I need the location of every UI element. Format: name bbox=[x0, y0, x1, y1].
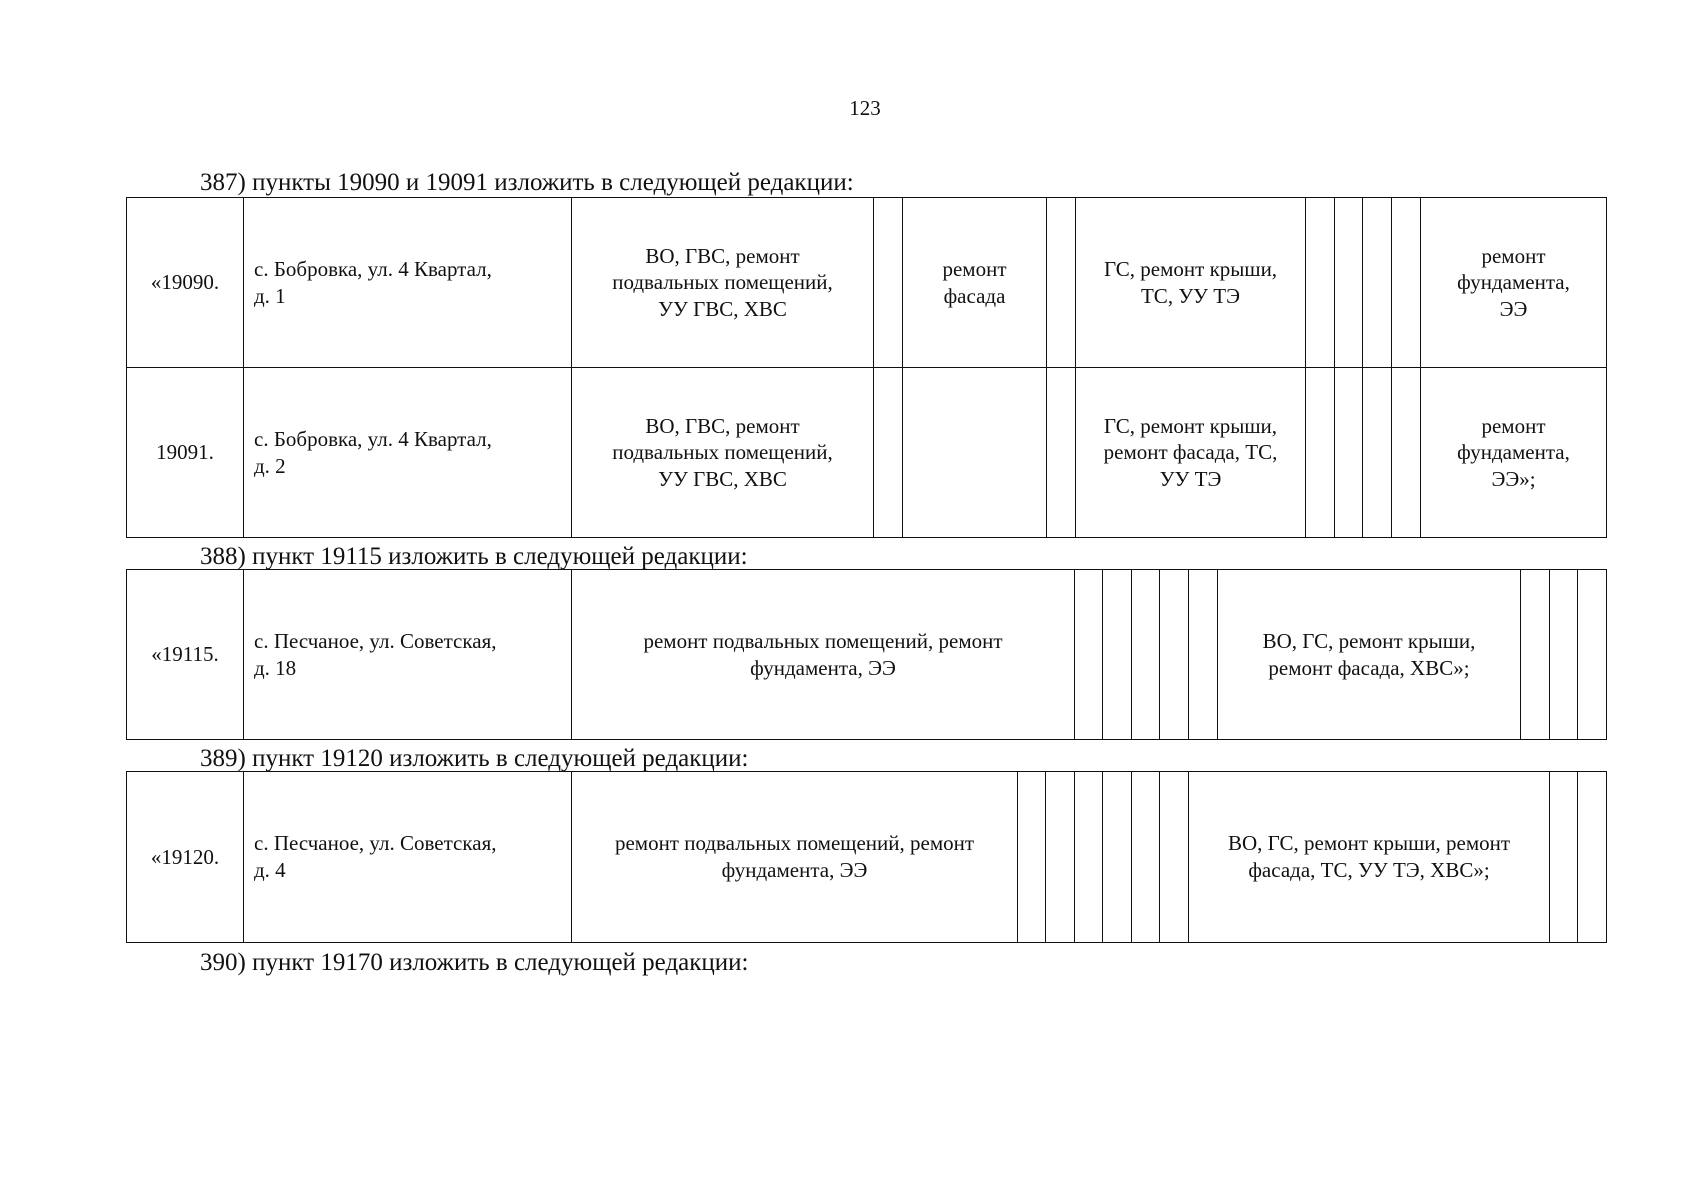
works-cell bbox=[1421, 198, 1607, 368]
empty-cell bbox=[1103, 570, 1132, 740]
works-line: ремонт подвальных помещений, ремонт bbox=[614, 831, 975, 856]
empty-cell bbox=[1392, 198, 1421, 368]
works-cell bbox=[572, 570, 1075, 740]
empty-cell bbox=[1160, 772, 1189, 943]
empty-cell bbox=[1550, 570, 1578, 740]
works-line: ГС, ремонт крыши, bbox=[1103, 257, 1278, 281]
empty-cell bbox=[1160, 570, 1189, 740]
works-cell bbox=[572, 368, 874, 538]
works-line: ЭЭ bbox=[1499, 296, 1528, 321]
row-number-cell bbox=[127, 198, 244, 368]
row-number: «19090. bbox=[150, 270, 220, 295]
row-number-cell bbox=[127, 772, 244, 943]
works-cell bbox=[572, 772, 1018, 943]
address-line: д. 18 bbox=[254, 655, 297, 680]
section-heading-390: 390) пункт 19170 изложить в следующей редакции: bbox=[200, 949, 749, 976]
empty-cell bbox=[1189, 570, 1218, 740]
table-387 bbox=[126, 197, 1607, 538]
address-line: д. 1 bbox=[254, 283, 286, 308]
works-cell bbox=[572, 198, 874, 368]
works-line: ТС, УУ ТЭ bbox=[1140, 283, 1240, 308]
empty-cell bbox=[1306, 198, 1335, 368]
works-line: УУ ГВС, ХВС bbox=[658, 466, 787, 491]
empty-cell bbox=[1132, 570, 1160, 740]
works-cell bbox=[1076, 198, 1306, 368]
works-line: ремонт фасада, ХВС»; bbox=[1268, 655, 1470, 680]
address-cell bbox=[244, 368, 572, 538]
works-line: фундамента, ЭЭ bbox=[750, 655, 896, 680]
works-line: ЭЭ»; bbox=[1491, 466, 1536, 491]
works-line: ВО, ГС, ремонт крыши, ремонт bbox=[1227, 831, 1511, 856]
works-cell bbox=[903, 198, 1047, 368]
empty-cell bbox=[1363, 198, 1392, 368]
address-line: с. Бобровка, ул. 4 Квартал, bbox=[254, 426, 492, 451]
empty-cell bbox=[1075, 570, 1103, 740]
address-cell bbox=[244, 772, 572, 943]
works-line: фундамента, ЭЭ bbox=[721, 858, 868, 882]
row-number: «19115. bbox=[151, 642, 219, 667]
empty-cell bbox=[874, 198, 903, 368]
empty-cell bbox=[1578, 570, 1607, 740]
works-cell bbox=[1218, 570, 1521, 740]
empty-cell bbox=[1306, 368, 1335, 538]
empty-cell bbox=[874, 368, 903, 538]
empty-cell bbox=[1132, 772, 1160, 943]
works-cell bbox=[1421, 368, 1607, 538]
works-line: ремонт bbox=[942, 257, 1007, 281]
works-line: ВО, ГВС, ремонт bbox=[645, 243, 800, 268]
table-389 bbox=[126, 771, 1607, 943]
works-cell bbox=[1076, 368, 1306, 538]
works-line: ВО, ГВС, ремонт bbox=[645, 413, 800, 438]
address-line: с. Песчаное, ул. Советская, bbox=[254, 628, 497, 653]
row-number-cell bbox=[127, 570, 244, 740]
row-number-cell bbox=[127, 368, 244, 538]
empty-cell bbox=[1047, 198, 1076, 368]
works-line: УУ ТЭ bbox=[1159, 466, 1222, 491]
works-line: УУ ГВС, ХВС bbox=[658, 296, 787, 321]
address-line: д. 4 bbox=[254, 858, 286, 882]
empty-cell bbox=[1521, 570, 1550, 740]
empty-cell bbox=[1075, 772, 1103, 943]
works-line: ремонт фасада, ТС, bbox=[1103, 440, 1278, 465]
page-number: 123 bbox=[849, 96, 881, 120]
address-line: с. Бобровка, ул. 4 Квартал, bbox=[254, 256, 492, 281]
empty-cell bbox=[1392, 368, 1421, 538]
empty-cell bbox=[903, 368, 1047, 538]
row-number: 19091. bbox=[156, 440, 214, 465]
empty-cell bbox=[1363, 368, 1392, 538]
section-heading-388: 388) пункт 19115 изложить в следующей редакции: bbox=[200, 543, 748, 570]
address-line: с. Песчаное, ул. Советская, bbox=[254, 831, 497, 856]
empty-cell bbox=[1018, 772, 1046, 943]
works-line: ГС, ремонт крыши, bbox=[1103, 413, 1278, 438]
empty-cell bbox=[1046, 772, 1075, 943]
address-line: д. 2 bbox=[254, 453, 286, 478]
works-line: подвальных помещений, bbox=[612, 270, 833, 295]
works-line: фундамента, bbox=[1457, 440, 1570, 465]
empty-cell bbox=[1335, 368, 1363, 538]
empty-cell bbox=[1550, 772, 1578, 943]
section-heading-389: 389) пункт 19120 изложить в следующей редакции: bbox=[200, 745, 749, 772]
works-line: ремонт bbox=[1481, 243, 1546, 268]
empty-cell bbox=[1103, 772, 1132, 943]
section-heading-387: 387) пункты 19090 и 19091 изложить в следующей редакции: bbox=[200, 169, 854, 196]
empty-cell bbox=[1578, 772, 1607, 943]
works-line: подвальных помещений, bbox=[612, 440, 833, 465]
address-cell bbox=[244, 198, 572, 368]
empty-cell bbox=[1335, 198, 1363, 368]
table-388 bbox=[126, 569, 1607, 740]
works-line: ремонт подвальных помещений, ремонт bbox=[643, 628, 1003, 653]
works-line: фасада bbox=[943, 283, 1006, 308]
works-line: ремонт bbox=[1481, 413, 1546, 438]
row-number: «19120. bbox=[150, 844, 220, 869]
empty-cell bbox=[1047, 368, 1076, 538]
works-line: фасада, ТС, УУ ТЭ, ХВС»; bbox=[1248, 858, 1490, 882]
works-line: фундамента, bbox=[1457, 270, 1570, 295]
works-line: ВО, ГС, ремонт крыши, bbox=[1262, 628, 1476, 653]
works-cell bbox=[1189, 772, 1550, 943]
address-cell bbox=[244, 570, 572, 740]
